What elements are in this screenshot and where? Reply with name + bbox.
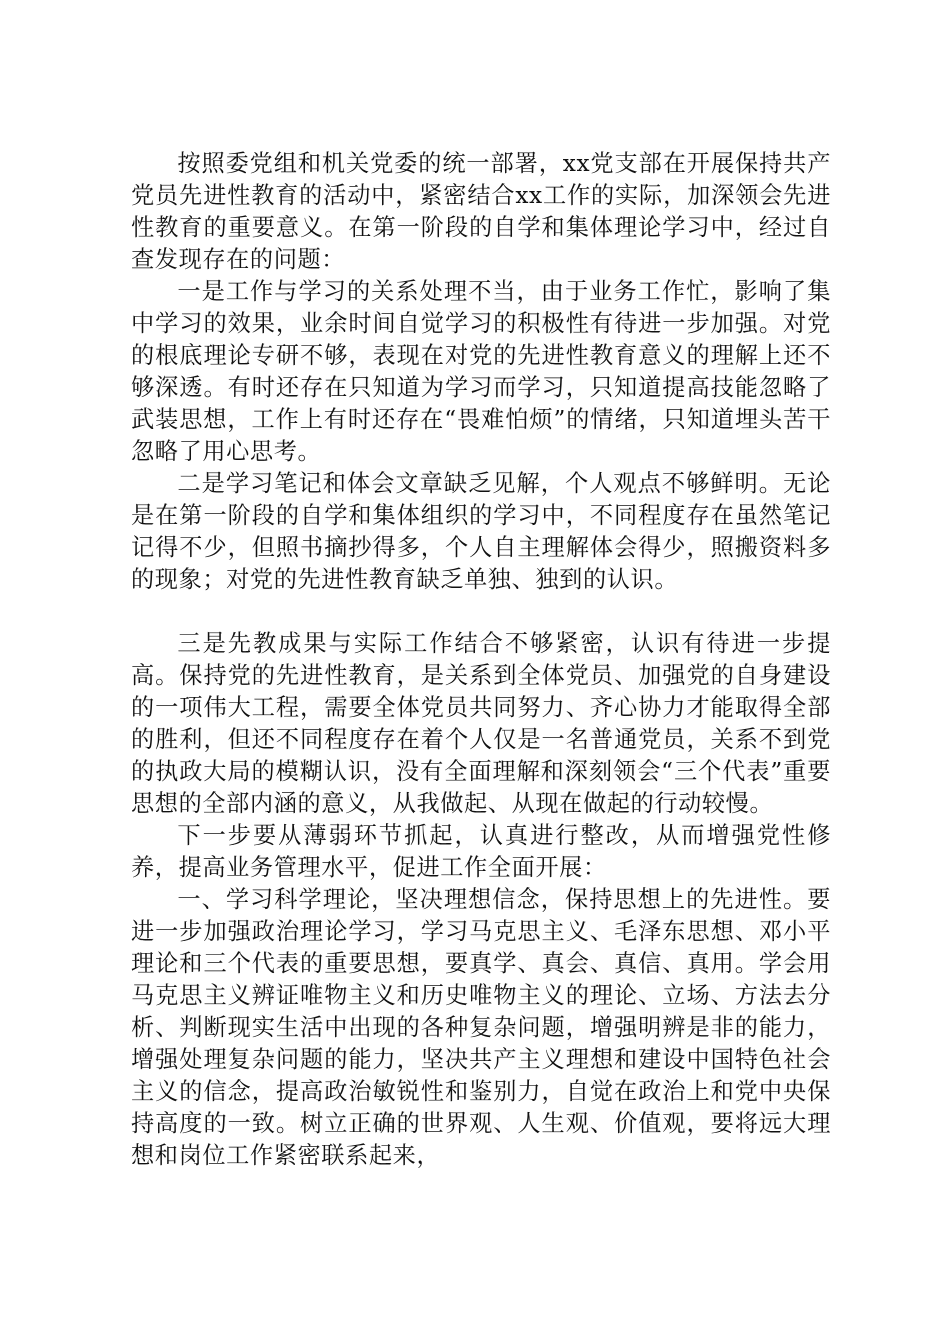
paragraph-spacer: [131, 596, 831, 628]
paragraph-problem-three: 三是先教成果与实际工作结合不够紧密，认识有待进一步提高。保持党的先进性教育，是关系到全体党员、加强党的自身建设的一项伟大工程，需要全体党员共同努力、齐心协力才能取得全部的胜利，但还不同程度存在着个人仅是一名普通党员，关系不到党的执政大局的模糊认识，没有全面理解和深刻领会“三个代表”重要思想的全部内涵的意义，从我做起、从现在做起的行动较慢。: [131, 630, 831, 817]
paragraph-problem-one: 一是工作与学习的关系处理不当，由于业务工作忙，影响了集中学习的效果，业余时间自觉学习的积极性有待进一步加强。对党的根底理论专研不够，表现在对党的先进性教育意义的理解上还不够深透。有时还存在只知道为学习而学习，只知道提高技能忽略了武装思想，工作上有时还存在“畏难怕烦”的情绪，只知道埋头苦干忽略了用心思考。: [131, 278, 831, 465]
document-body: [131, 148, 831, 1172]
paragraph-intro: 按照委党组和机关党委的统一部署，xx党支部在开展保持共产党员先进性教育的活动中，紧密结合xx工作的实际，加深领会先进性教育的重要意义。在第一阶段的自学和集体理论学习中，经过自查发现存在的问题：: [131, 150, 831, 273]
paragraph-next-steps: 下一步要从薄弱环节抓起，认真进行整改，从而增强党性修养，提高业务管理水平，促进工作全面开展：: [131, 822, 831, 881]
paragraph-problem-two: 二是学习笔记和体会文章缺乏见解，个人观点不够鲜明。无论是在第一阶段的自学和集体组织的学习中，不同程度存在虽然笔记记得不少，但照书摘抄得多，个人自主理解体会得少，照搬资料多的现象；对党的先进性教育缺乏单独、独到的认识。: [131, 470, 831, 593]
paragraph-measure-one: 一、学习科学理论，坚决理想信念，保持思想上的先进性。要进一步加强政治理论学习，学习马克思主义、毛泽东思想、邓小平理论和三个代表的重要思想，要真学、真会、真信、真用。学会用马克思主义辨证唯物主义和历史唯物主义的理论、立场、方法去分析、判断现实生活中出现的各种复杂问题，增强明辨是非的能力，增强处理复杂问题的能力，坚决共产主义理想和建设中国特色社会主义的信念，提高政治敏锐性和鉴别力，自觉在政治上和党中央保持高度的一致。树立正确的世界观、人生观、价值观，要将远大理想和岗位工作紧密联系起来，: [131, 886, 831, 1169]
